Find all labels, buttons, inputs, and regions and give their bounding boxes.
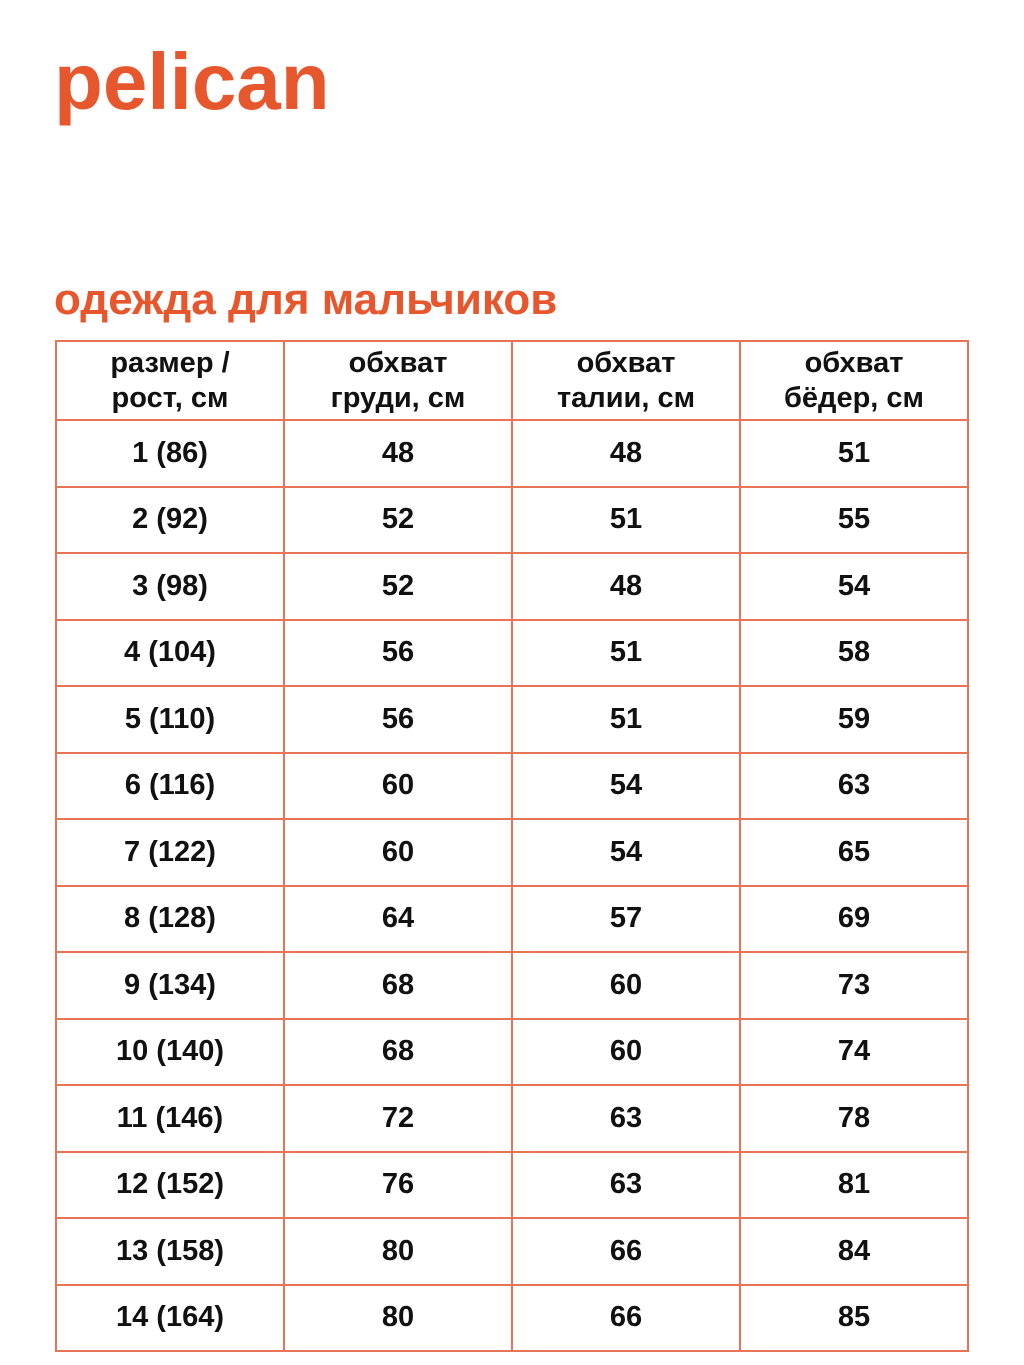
- table-row: [56, 420, 968, 487]
- size-cell: 13 (158): [56, 1218, 284, 1285]
- column-header-size: [56, 341, 284, 420]
- column-header-chest-line1: обхват: [348, 347, 448, 380]
- hips-cell: 51: [740, 420, 968, 487]
- column-header-chest: [284, 341, 512, 420]
- waist-cell: 51: [512, 487, 740, 554]
- column-header-hips-line2: бёдер, см: [784, 381, 924, 414]
- column-header-hips: [740, 341, 968, 420]
- chest-cell: 56: [284, 620, 512, 687]
- hips-cell: 59: [740, 686, 968, 753]
- waist-cell: 48: [512, 553, 740, 620]
- hips-cell: 85: [740, 1285, 968, 1352]
- waist-cell: 60: [512, 1019, 740, 1086]
- waist-cell: 54: [512, 819, 740, 886]
- chest-cell: 64: [284, 886, 512, 953]
- chest-cell: 68: [284, 952, 512, 1019]
- table-row: [56, 1085, 968, 1152]
- table-row: [56, 553, 968, 620]
- chest-cell: 48: [284, 420, 512, 487]
- table-row: [56, 819, 968, 886]
- hips-cell: 55: [740, 487, 968, 554]
- size-table-head: [56, 341, 968, 420]
- size-cell: 12 (152): [56, 1152, 284, 1219]
- size-cell: 9 (134): [56, 952, 284, 1019]
- chest-cell: 52: [284, 487, 512, 554]
- waist-cell: 54: [512, 753, 740, 820]
- table-row: [56, 686, 968, 753]
- table-row: [56, 487, 968, 554]
- chest-cell: 80: [284, 1285, 512, 1352]
- waist-cell: 66: [512, 1285, 740, 1352]
- hips-cell: 58: [740, 620, 968, 687]
- size-cell: 3 (98): [56, 553, 284, 620]
- size-cell: 10 (140): [56, 1019, 284, 1086]
- hips-cell: 63: [740, 753, 968, 820]
- chest-cell: 60: [284, 819, 512, 886]
- size-cell: 4 (104): [56, 620, 284, 687]
- size-table-body: [56, 420, 968, 1351]
- table-row: [56, 1285, 968, 1352]
- waist-cell: 63: [512, 1152, 740, 1219]
- chest-cell: 52: [284, 553, 512, 620]
- table-row: [56, 753, 968, 820]
- size-cell: 2 (92): [56, 487, 284, 554]
- hips-cell: 65: [740, 819, 968, 886]
- waist-cell: 60: [512, 952, 740, 1019]
- chest-cell: 72: [284, 1085, 512, 1152]
- waist-cell: 57: [512, 886, 740, 953]
- chest-cell: 56: [284, 686, 512, 753]
- table-row: [56, 886, 968, 953]
- size-cell: 5 (110): [56, 686, 284, 753]
- column-header-size-line1: размер /: [110, 347, 230, 380]
- waist-cell: 51: [512, 686, 740, 753]
- hips-cell: 54: [740, 553, 968, 620]
- chest-cell: 76: [284, 1152, 512, 1219]
- size-cell: 6 (116): [56, 753, 284, 820]
- column-header-hips-line1: обхват: [804, 347, 904, 380]
- column-header-waist: [512, 341, 740, 420]
- hips-cell: 78: [740, 1085, 968, 1152]
- table-row: [56, 1152, 968, 1219]
- column-header-waist-line1: обхват: [576, 347, 676, 380]
- size-cell: 14 (164): [56, 1285, 284, 1352]
- waist-cell: 63: [512, 1085, 740, 1152]
- table-row: [56, 952, 968, 1019]
- hips-cell: 81: [740, 1152, 968, 1219]
- hips-cell: 73: [740, 952, 968, 1019]
- size-cell: 8 (128): [56, 886, 284, 953]
- header-row: [56, 341, 968, 420]
- hips-cell: 69: [740, 886, 968, 953]
- column-header-waist-line2: талии, см: [556, 381, 696, 414]
- hips-cell: 74: [740, 1019, 968, 1086]
- waist-cell: 66: [512, 1218, 740, 1285]
- table-row: [56, 1019, 968, 1086]
- column-header-chest-line2: груди, см: [330, 381, 466, 414]
- hips-cell: 84: [740, 1218, 968, 1285]
- size-table: [55, 340, 969, 1352]
- column-header-size-line2: рост, см: [111, 381, 229, 414]
- chest-cell: 68: [284, 1019, 512, 1086]
- chest-cell: 60: [284, 753, 512, 820]
- size-cell: 11 (146): [56, 1085, 284, 1152]
- chest-cell: 80: [284, 1218, 512, 1285]
- waist-cell: 48: [512, 420, 740, 487]
- size-table-container: [55, 340, 969, 1352]
- waist-cell: 51: [512, 620, 740, 687]
- size-cell: 1 (86): [56, 420, 284, 487]
- size-cell: 7 (122): [56, 819, 284, 886]
- table-row: [56, 1218, 968, 1285]
- table-row: [56, 620, 968, 687]
- page-title: одежда для мальчиков: [54, 275, 558, 325]
- pelican-logo: pelican: [54, 37, 330, 126]
